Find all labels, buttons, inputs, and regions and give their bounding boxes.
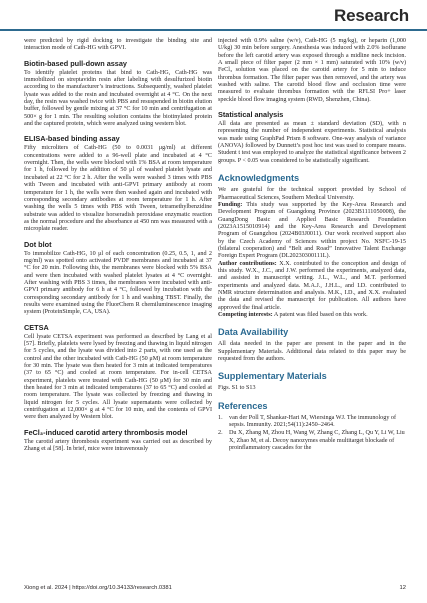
paragraph-fecl3: The carotid artery thrombosis experiment was carried out as described by Zhang et al [58]. In brief, mice were intravenously [24,438,212,453]
paragraph: were predicted by rigid docking to investigate the binding site and interaction mode of Cath-HG with GPVI. [24,38,212,52]
author-contributions-text: X.X. contributed to the conception and design of this study. W.X., J.C., and J.W. performed the experiments, analyzed data, and assisted in manuscript writing. J.L., W.L., and M.T. performed experiments and analyzed data. M.A.J., J.H.L., and I.D. contributed to NMR structure determination and analysis. M.K., I.D., and X.X. evaluated the data and revised the manuscript for publication. All authors have approved the final article. [218,260,406,311]
reference-list [218,415,406,453]
competing-interests-text: A patent was filed based on this work. [272,312,368,318]
section-heading-acknowledgments: Acknowledgments [218,173,300,184]
reference-item [218,430,406,452]
section-heading-cetsa: CETSA [24,322,49,332]
reference-number: 2. [218,430,223,437]
section-heading-elisa: ELISA-based binding assay [24,134,120,144]
paragraph-biotin: To identify platelet proteins that bind to Cath-HG, Cath-HG was immobilized on streptavidin resin after labeling with desulfurized biotin according to the manufacturer’s instructions. Subsequently, washed platelet lysate was added to the resin and incubated overnight at 4 °C. On the next day, the resin was washed twice with PBS and resuspended in biotin elution buffer, followed by gentle mixing at 37 °C for 10 min and centrifugation at 500× g for 1 min. The resulting solution contains the biotinylated protein and the captured protein, which were analyzed using western blot. [24,69,212,128]
right-column [218,38,406,453]
journal-name: Research [334,6,409,25]
section-heading-data-availability: Data Availability [218,327,289,338]
competing-interests-label: Competing interests: [218,312,273,318]
paragraph-acknowledgments: We are grateful for the technical support provided by School of Pharmaceutical Sciences, Southern Medical University. [218,187,406,201]
section-heading-references: References [218,400,268,411]
paragraph-funding [218,202,406,261]
paragraph-cetsa: Cell lysate CETSA experiment was performed as described by Lang et al [57]. Briefly, platelets were lysed by freezing and thawing in liquid nitrogen for 5 cycles, and the lysate was divided into 2 parts, with one used as the control and the other incubated with Cath-HG (50 μM) at room temperature for 30 min. The lysate was then heated for 3 min at indicated temperatures (37 to 65 °C) and cooled at room temperature. For in-cell CETSA experiment, platelets were treated with Cath-HG (50 μM) for 30 min and then heated for 3 min at indicated temperatures (37 to 65 °C) and cooled at room temperature. The lysate was collected by freezing and thawing in liquid nitrogen for 5 cycles. All lysate supernatants were collected by centrifugation at 12,000× g at 4 °C for 10 min, and the contents of GPVI were then analyzed by Western blot. [24,333,212,421]
section-heading-dot-blot: Dot blot [24,239,52,249]
paragraph-data-availability: All data needed in the paper are present in the paper and in the Supplementary Materials. Additional data related to this paper may be requested from the authors. [218,341,406,363]
page-number: 12 [399,585,406,591]
header-rule [0,29,427,31]
section-heading-biotin: Biotin-based pull-down assay [24,58,127,68]
reference-number: 1. [218,414,223,421]
reference-item [218,415,406,430]
paragraph-supplementary: Figs. S1 to S13 [218,385,256,392]
author-contributions-label: Author contributions: [218,260,277,267]
funding-text: This study was supported by the Key-Area Research and Development Program of Guangdong Province (2023B1111050008), the GuangDong Basic and Applied Basic Research Foundation (2023A1515010914) and the Key-Area Research and Development Program of Guangzhou (2024B03J0011). Our work received support also by the Czech Academy of Sciences within project No. NSFC-19-15 (bilateral cooperation) and “Belt and Road” Innovative Talent Exchange Foreign Expert Program (DL20230300111L). [218,201,406,260]
paragraph: injected with 0.9% saline (w/v), Cath-HG (5 mg/kg), or heparin (1,000 U/kg) 30 min before surgery. Anesthesia was induced with 2.0% isoflurane before the left carotid artery was exposed through a midline neck incision. A small piece of filter paper (2 mm × 1 mm) saturated with 10% (w/v) FeCl₃ solution was placed on the carotid artery for 5 min to induce thrombus formation. The filter paper was then removed, and the artery was washed with saline. The carotid blood flow and occlusion time were measured to evaluate thrombus formation with the RFLSI Pro+ laser speckle blood flow imaging system (RWD, Shenzhen, China). [218,38,406,103]
paragraph-statistics: All data are presented as mean ± standard deviation (SD), with n representing the number of independent experiments. Statistical analysis was made using GraphPad Prism 8 software. One-way analysis of variance (ANOVA) followed by Dunnett’s post hoc test was used to compare means. Student t test was employed to analyze the statistical significance between 2 groups. P < 0.05 was considered to be statistically significant. [218,121,406,164]
reference-text: Du X, Zhang M, Zhou H, Wang W, Zhang C, Zhang L, Qu Y, Li W, Liu X, Zhao M, et al. Decoy nanozymes enable multitarget blockade of proinflammatory cascades for the [229,430,405,452]
paragraph-dot-blot: To immobilize Cath-HG, 10 μl of each concentration (0.25, 0.5, 1, and 2 mg/ml) was spotted onto activated PVDF membranes and incubated at 37 °C for 20 min. Following this, the membranes were blocked with 5% BSA and were then incubated with washed platelet lysates at 4 °C overnight. After washing with PBS 3 times, the membranes were incubated with anti-GPVI primary antibody for 6 h at 4 °C, followed by incubation with the corresponding secondary antibody for 1 h and washing TBST. Finally, the results were examined using the FluorChem R chemiluminescence imaging system (ProteinSimple, CA, USA). [24,250,212,316]
paragraph-author-contributions [218,261,406,312]
citation-doi-link[interactable]: Xiong et al. 2024 | https://doi.org/10.34133/research.0381 [24,585,172,591]
left-column [24,38,212,453]
paragraph-elisa: Fifty microliters of Cath-HG (50 to 0.0031 μg/ml) at different concentrations were added to a 96-well plate and incubated at 4 °C overnight. Then, the wells were blocked with 1% BSA at room temperature for 1 h, followed by the addition of 50 μl of washed platelet lysate and incubated at 22 °C for 2 h. After the wells were washed 3 times with PBS with Tween and incubated with anti-GPVI primary antibody at room temperature for 1 h, the wells were then washed again and incubated with corresponding secondary antibodies at room temperature for 1 h. After washing the wells 5 times with PBS with Tween, tetramethylbenzidine substrate was added to visualize horseradish peroxidase enzymatic reaction as the normal procedure and the absorbance at 450 nm was measured with a microplate reader. [24,145,212,233]
section-heading-fecl3: FeCl₃-induced carotid artery thrombosis model [24,427,188,437]
section-heading-statistics: Statistical analysis [218,110,284,120]
page-header [0,0,427,32]
section-heading-supplementary: Supplementary Materials [218,371,327,382]
reference-text: van der Poll T, Shankar-Hari M, Wiersinga WJ. The immunology of sepsis. Immunity. 2021;54(11):2450–2464. [229,414,397,429]
paragraph-competing-interests [218,312,406,319]
funding-label: Funding: [218,201,243,208]
